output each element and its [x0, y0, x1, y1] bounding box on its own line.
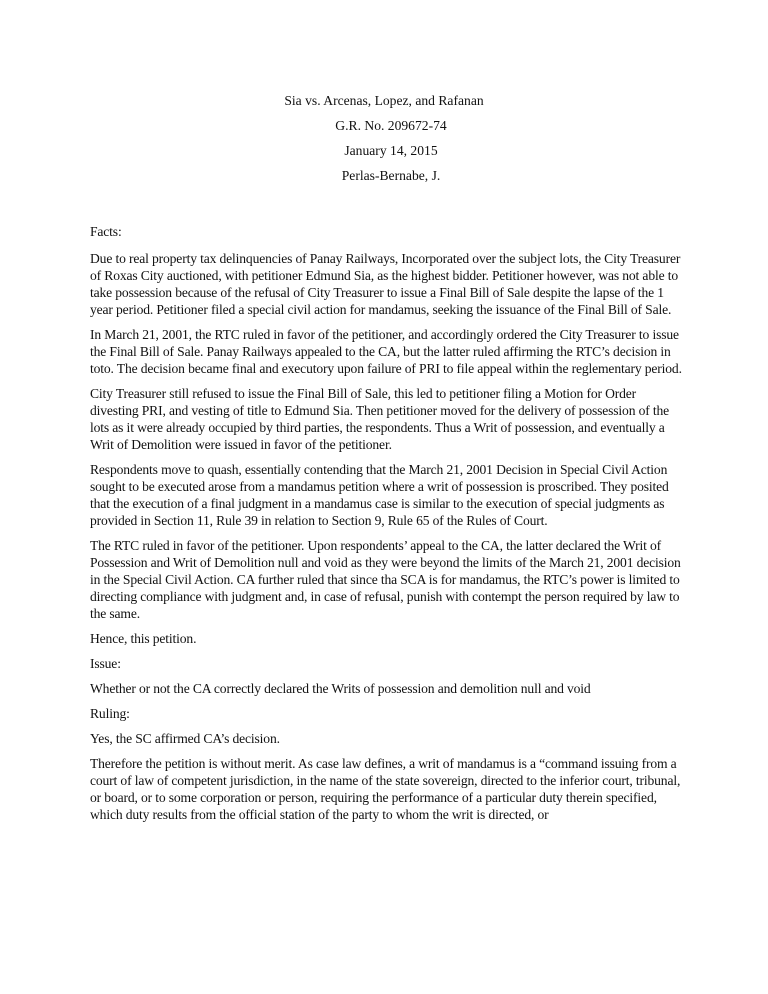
- facts-paragraph-1: Due to real property tax delinquencies of Panay Railways, Incorporated over the subject lots, the City Treasurer of Roxas City auctioned, with petitioner Edmund Sia, as the highest bidder. Petitioner however, was not able to take possession because of the refusal of City Treasurer to issue a Final Bill of Sale despite the lapse of the 1 year period. Petitioner filed a special civil action for mandamus, seeking the issuance of the Final Bill of Sale.: [90, 251, 681, 317]
- ruling-paragraph-1: Yes, the SC affirmed CA’s decision.: [90, 731, 280, 746]
- decision-date: January 14, 2015: [344, 143, 438, 158]
- case-header: [0, 88, 768, 188]
- document-body: [90, 223, 682, 831]
- gr-number: G.R. No. 209672-74: [335, 118, 447, 133]
- facts-paragraph-4: Respondents move to quash, essentially contending that the March 21, 2001 Decision in Special Civil Action sought to be executed arose from a mandamus petition where a writ of possession is proscribed. They posited that the execution of a final judgment in a mandamus case is similar to the execution of special judgments as provided in Section 11, Rule 39 in relation to Section 9, Rule 65 of the Rules of Court.: [90, 462, 669, 528]
- issue-heading: Issue:: [90, 656, 121, 671]
- facts-paragraph-3: City Treasurer still refused to issue the Final Bill of Sale, this led to petitioner filing a Motion for Order divesting PRI, and vesting of title to Edmund Sia. Then petitioner moved for the delivery of possession of the lots as it were already occupied by third parties, the respondents. Thus a Writ of possession, and eventually a Writ of Demolition were issued in favor of the petitioner.: [90, 386, 670, 452]
- facts-paragraph-2: In March 21, 2001, the RTC ruled in favor of the petitioner, and accordingly ordered the City Treasurer to issue the Final Bill of Sale. Panay Railways appealed to the CA, but the latter ruled affirming the RTC’s decision in toto. The decision became final and executory upon failure of PRI to file appeal within the reglementary period.: [90, 327, 682, 376]
- case-title: Sia vs. Arcenas, Lopez, and Rafanan: [284, 93, 484, 108]
- facts-heading: Facts:: [90, 224, 122, 239]
- ruling-paragraph-2: Therefore the petition is without merit. As case law defines, a writ of mandamus is a “command issuing from a court of law of competent jurisdiction, in the name of the state sovereign, directed to the inferior court, tribunal, or board, or to some corporation or person, requiring the performance of a particular duty therein specified, which duty results from the official station of the party to whom the writ is directed, or: [90, 756, 681, 822]
- ponente: Perlas-Bernabe, J.: [341, 168, 441, 183]
- issue-text: Whether or not the CA correctly declared the Writs of possession and demolition null and void: [90, 681, 591, 696]
- facts-paragraph-5: The RTC ruled in favor of the petitioner. Upon respondents’ appeal to the CA, the latter declared the Writ of Possession and Writ of Demolition null and void as they were beyond the limits of the March 21, 2001 decision in the Special Civil Action. CA further ruled that since tha SCA is for mandamus, the RTC’s power is limited to directing compliance with judgment and, in case of refusal, punish with contempt the person required by law to the same.: [90, 538, 681, 621]
- facts-paragraph-6: Hence, this petition.: [90, 631, 197, 646]
- ruling-heading: Ruling:: [90, 706, 130, 721]
